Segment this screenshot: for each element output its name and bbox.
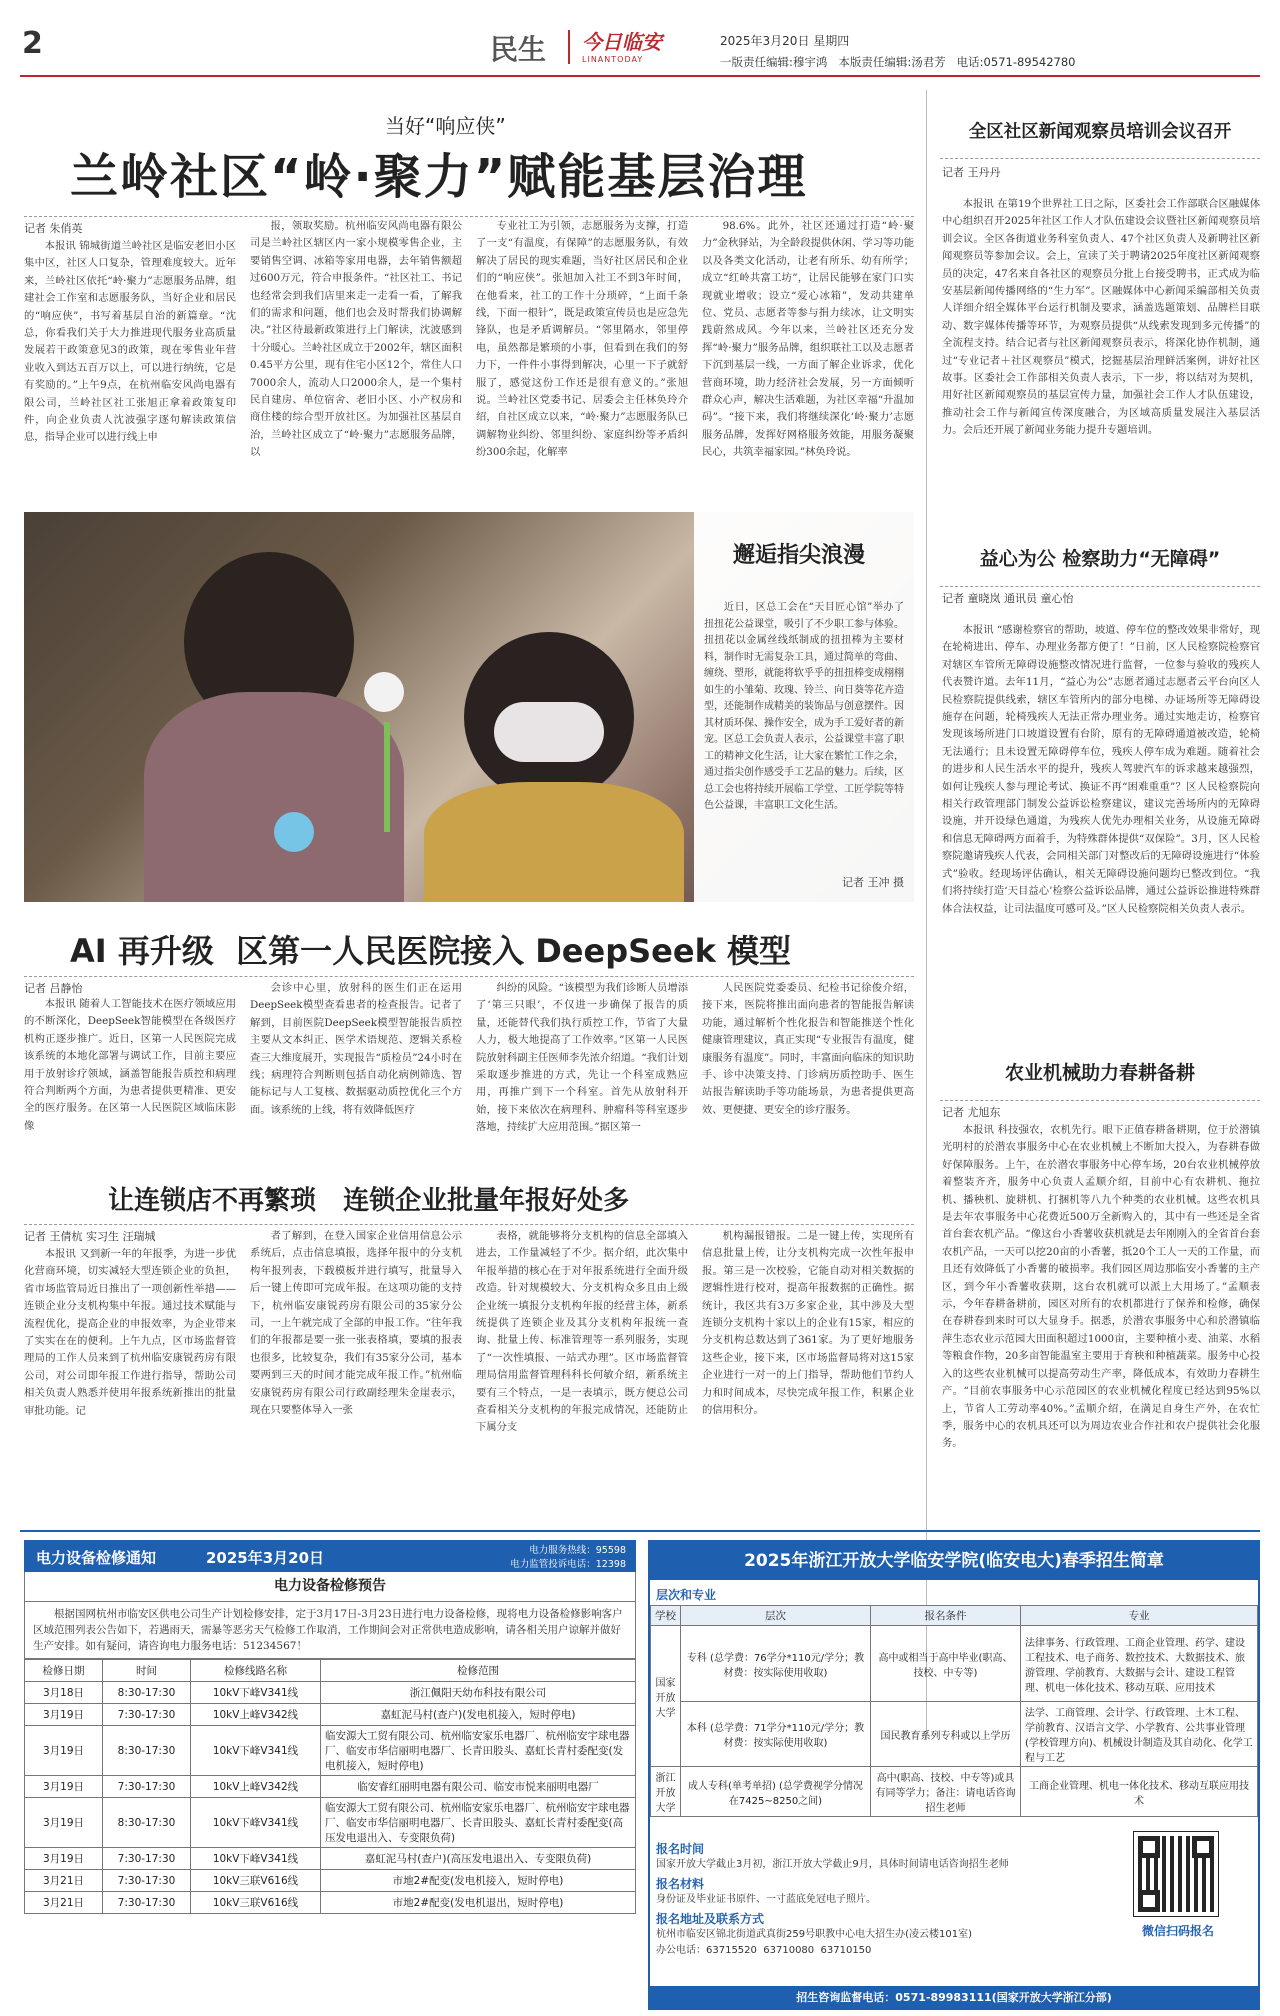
col-level: 层次 — [681, 1606, 871, 1626]
major-cell: 法学、工商管理、会计学、行政管理、土木工程、学前教育、汉语言文学、小学教育、公共事业管理(学校管理方向)、机械设计制造及其自动化、化学工程与工艺 — [1021, 1702, 1258, 1767]
col-school: 学校 — [651, 1606, 681, 1626]
byline: 记者 尤旭东 — [942, 1106, 1001, 1119]
headline-observer: 全区社区新闻观察员培训会议召开 — [968, 122, 1232, 142]
table-row — [25, 1870, 636, 1892]
enrollment-header — [650, 1542, 1258, 1580]
cell: 7:30-17:30 — [103, 1848, 191, 1870]
article-column — [250, 980, 462, 1166]
cell: 10kV上峰V342线 — [191, 1704, 321, 1726]
footer-text: 招生咨询监督电话：0571-89983111(国家开放大学浙江分部) — [796, 1991, 1112, 2004]
article-column — [24, 1246, 236, 1516]
table-row — [25, 1682, 636, 1704]
kicker: 当好“响应侠” — [385, 114, 506, 138]
photo-shape — [364, 672, 404, 712]
cell: 10kV下峰V341线 — [191, 1798, 321, 1848]
condition-cell: 高中(职高、技校、中专等)或具有同等学力；备注：请电话咨询招生老师 — [871, 1767, 1021, 1817]
divider — [24, 216, 914, 217]
notice-intro: 根据国网杭州市临安区供电公司生产计划检修安排，定于3月17日-3月23日进行电力设备检修，现将电力设备检修影响客户区域范围列表公告如下，若遇雨天，需暴等恶劣天气检修工作取消，工作期间会对正常供电造成影响，请各相关用户谅解并做好生产安排。如有疑问，请咨询电力服务电话：51234567！ — [24, 1602, 636, 1659]
level-cell: 专科 (总学费：76学分*110元/学分；教材费：按实际使用收取) — [681, 1626, 871, 1702]
paragraph: 本报讯 科技强农，农机先行。眼下正值春耕备耕期，位于於潜镇光明村的於潜农事服务中心在农业机械上不断加大投入，为春耕春做好保障服务。上午，在於潜农事服务中心停车场，20台农业机械停放着整装齐齐，服务中心负责人孟顺介绍，目前中心有农耕机、拖拉机、播秧机、旋耕机、打捆机等八九个种类的农业机械。这些农机具是去年农事服务中心花费近500万全新购入的，其中有一些还是全省首台套农机产品。“像这台小香薯收获机就是去年刚刚入的全省首台套农机产品，一天可以挖20亩的小香薯，抵20个工人一天的工作量，而且还有效降低了小香薯的破损率。我们园区周边那临安小香薯的主产区，到今年小香薯收获期，这台农机就可以派上大用场了。”孟顺表示，今年春耕备耕前，园区对所有的农机都进行了保养和检修，确保在春耕春到来时可以大显身手。据悉，於潜农事服务中心和於潜镇临萍生态农业示范园大田面积超过1000亩，主要种植小麦、油菜、水稻等粮食作物，20多亩智能温室主要用于育秧和种植蔬菜。服务中心投入的这些农业机械可以提高劳动生产率，降低成本，有效助力春耕生产。“目前农事服务中心示范园区的农业机械化程度已经达到95%以上，节省人工劳动率40%。”孟顺介绍，在满足自身生产外，在农忙季，服务中心的农机具还可以为周边农业合作社和农户提供社会化服务。 — [942, 1124, 1260, 1450]
cell: 浙江佩阳天幼布科技有限公司 — [321, 1682, 636, 1704]
headline-chain: 让连锁店不再繁琐 连锁企业批量年报好处多 — [108, 1186, 630, 1216]
power-notice — [24, 1540, 636, 2010]
headline-procuratorate: 益心为公 检察助力“无障碍” — [979, 548, 1221, 570]
cell: 10kV三联V616线 — [191, 1870, 321, 1892]
condition-cell: 高中或相当于高中毕业(职高、技校、中专等) — [871, 1626, 1021, 1702]
material-text: 身份证及毕业证书原件、一寸蓝底免冠电子照片。 — [656, 1894, 876, 1905]
col-line: 检修线路名称 — [191, 1660, 321, 1682]
level-cell: 本科 (总学费：71学分*110元/学分；教材费：按实际使用收取) — [681, 1702, 871, 1767]
article-column — [476, 218, 688, 503]
feature-body — [704, 600, 904, 870]
table-title: 电力设备检修预告 — [24, 1572, 636, 1602]
cell: 嘉虹泥马村(查户)(高压发电退出入、专变限负荷) — [321, 1848, 636, 1870]
divider — [926, 90, 927, 1740]
masthead — [0, 0, 1280, 80]
article-column — [942, 1122, 1260, 1584]
hotline: 电力服务热线：95598 — [529, 1545, 626, 1556]
divider — [24, 976, 914, 977]
article-column — [24, 996, 236, 1166]
table-row — [25, 1892, 636, 1914]
paragraph: 报，领取奖励。杭州临安风尚电器有限公司是兰岭社区辖区内一家小规模零售企业，主要销售空调、冰箱等家用电器，去年销售额超过600万元，符合申报条件。“社区社工、书记也经常会到我们店里来走一走看一看，了解我们的需求和问题，他们也会及时帮我们协调解决。”社区待最新政策进行上门解读，沈波感到十分暖心。兰岭社区成立于2002年，辖区面积0.45平方公里，现有住宅小区12个，常住人口7000余人，流动人口2000余人，是一个集村民自建房、单位宿舍、老旧小区、小产权房和商住楼的综合型开放社区。为加强社区基层自治，兰岭社区成立了“岭·聚力”志愿服务品牌，以 — [250, 220, 462, 459]
byline: 记者 朱俏英 — [24, 222, 83, 235]
enrollment-footer — [650, 1986, 1258, 2008]
article-column — [250, 1228, 462, 1516]
address-text: 杭州市临安区锦北街道武真街259号职教中心电大招生办(凌云楼101室) — [656, 1929, 972, 1940]
divider — [20, 1530, 1260, 1532]
article-column — [24, 238, 236, 503]
article-column — [702, 1228, 914, 1516]
enrollment-headline: 2025年浙江开放大学临安学院(临安电大)春季招生简章 — [744, 1551, 1164, 1571]
paragraph: 表格，就能够将分支机构的信息全部填入进去，工作量减轻了不少。据介绍，此次集中年报举措的核心在于对年报系统进行全面升级改造。针对规模较大、分支机构众多且由上级企业统一填报分支机构年报的经营主体，新系统提供了连锁企业及其分支机构年报统一查询、批量上传、标准管理等一系列服务，实现了“一次性填报、一站式办理”。区市场监督管理局信用监督管理科科长何敏介绍，新系统主要有三个特点，一是一表填示，既方便总公司查看相关分支机构的年报完成情况，还能防止下属分支 — [476, 1230, 688, 1434]
cell: 3月19日 — [25, 1704, 103, 1726]
cell: 10kV下峰V341线 — [191, 1848, 321, 1870]
photo-shape — [384, 722, 390, 832]
phones-text: 办公电话：63715520 63710080 63710150 — [656, 1945, 872, 1956]
article-column — [250, 218, 462, 503]
article-column — [942, 196, 1260, 496]
col-time: 时间 — [103, 1660, 191, 1682]
headline-lingju: 兰岭社区“岭·聚力”赋能基层治理 — [70, 149, 808, 205]
table-header — [651, 1606, 1258, 1626]
cell: 3月19日 — [25, 1848, 103, 1870]
table-row — [25, 1704, 636, 1726]
cell: 8:30-17:30 — [103, 1726, 191, 1776]
table-row — [25, 1776, 636, 1798]
divider — [940, 586, 1260, 587]
table-row — [651, 1767, 1258, 1817]
cell: 8:30-17:30 — [103, 1798, 191, 1848]
cell: 10kV三联V616线 — [191, 1892, 321, 1914]
enrollment-ad — [648, 1540, 1260, 2010]
paragraph: 98.6%。此外，社区还通过打造“岭·聚力”金秋驿站，为全龄段提供休闲、学习等功能以及各类文化活动，让老有所乐、幼有所学；成立“红岭共富工坊”，让居民能够在家门口实现就业增收；设立“爱心冰箱”，发动共建单位、党员、志愿者等参与捐力续冰，让文明实践蔚然成风。今年以来，兰岭社区还充分发挥“岭·聚力”服务品牌，组织联社工以及志愿者下沉到基层一线，一方面了解企业诉求，优化营商环境，助力经济社会发展，另一方面倾听群众心声，解决生活难题，为社区幸福“升温加码”。“接下来，我们将继续深化‘岭·聚力’志愿服务品牌，发挥好网格服务效能，用服务凝聚民心，共筑幸福家园。”林奂玲说。 — [702, 220, 914, 459]
cell: 8:30-17:30 — [103, 1682, 191, 1704]
cell: 市地2#配变(发电机接入，短时停电) — [321, 1870, 636, 1892]
notice-date: 2025年3月20日 — [206, 1549, 325, 1567]
photo-shape — [274, 812, 314, 852]
section-label: 民生 — [490, 33, 547, 66]
page-number: 2 — [22, 26, 43, 61]
condition-cell: 国民教育系列专科或以上学历 — [871, 1702, 1021, 1767]
byline: 记者 童晓岚 通讯员 童心怡 — [942, 592, 1074, 605]
logo — [582, 26, 682, 68]
cell: 嘉虹泥马村(查户)(发电机接入，短时停电) — [321, 1704, 636, 1726]
cell: 10kV下峰V341线 — [191, 1726, 321, 1776]
paragraph: 会诊中心里，放射科的医生们正在运用DeepSeek模型查看患者的检查报告。记者了解到，目前医院DeepSeek模型智能报告质控主要从文本纠正、医学术语规范、逻辑关系检查三大维度展开，实现报告“质检员”24小时在线；病理符合判断则包括自动化病例筛选、智能标记与人工复核、数据驱动质控优化三个方面。该系统的上线，将有效降低医疗 — [250, 982, 462, 1116]
outage-table — [24, 1659, 636, 1914]
paragraph: 本报讯 锦城街道兰岭社区是临安老旧小区集中区，社区人口复杂，管理难度较大。近年来，兰岭社区依托“岭·聚力”志愿服务品牌，组建社会工作室和志愿服务队，当好企业和居民的“响应侠”，书写着基层自治的新篇章。“沈总，你看我们关于大力推进现代服务业高质量发展若干政策意见3的政策，现在零售业年营业收入到达五百万以上，可以进行纳统，它是有奖励的。”上午9点，在杭州临安风尚电器有限公司，兰岭社区社工张旭正拿着政策复印件，向企业负责人沈波强字逐句解读政策信息，指导企业可以进行线上申 — [24, 240, 236, 444]
paragraph: 本报讯 又到新一年的年报季，为进一步优化营商环境，切实减轻大型连锁企业的负担，省市场监管局近日推出了一项创新性举措——连锁企业分支机构集中年报。通过技术赋能与流程优化，提高企业的申报效率，为企业带来了实实在在的便利。上午九点，区市场监督管理局的工作人员来到了杭州临安康锐药房有限公司，对公司即年报工作进行指导，帮助公司相关负责人熟悉并使用年报系统新推出的批量审批功能。记 — [24, 1248, 236, 1417]
cell: 3月21日 — [25, 1892, 103, 1914]
power-notice-bar — [24, 1540, 636, 1572]
programs-table — [650, 1605, 1258, 1817]
sec-address: 报名地址及联系方式 — [656, 1912, 765, 1926]
qr-code[interactable] — [1134, 1832, 1218, 1916]
sec-material: 报名材料 — [656, 1877, 705, 1891]
table-row — [651, 1626, 1258, 1702]
masthead-rule — [20, 75, 1260, 77]
article-column — [942, 622, 1260, 994]
article-column — [702, 980, 914, 1166]
feature-caption-box — [694, 512, 914, 902]
cell: 3月21日 — [25, 1870, 103, 1892]
qr-finder — [1138, 1890, 1160, 1912]
paragraph: 本报讯 “感谢检察官的帮助，坡道、停车位的整改效果非常好，现在轮椅进出、停车、办理业务都方便了！”日前，区人民检察院检察官对辖区车管所无障碍设施整改情况进行监督，一位参与验收的残疾人代表赞许道。去年11月，“益心为公”志愿者通过志愿者云平台向区人民检察院提供线索，辖区车管所内的部分电梯、办证场所等无障碍设施存在问题，轮椅残疾人无法正常办理业务。通过实地走访，检察官发现该场所进门口坡道设置有台阶，原有的无障碍通道被改造，轮椅无法通行；且未设置无障碍停车位，残疾人停车成为难题。随着社会的进步和人民生活水平的提升，残疾人驾驶汽车的诉求越来越强烈，如何让残疾人参与理论考试、换证不再“困难重重”？区人民检察院向相关行政管理部门制发公益诉讼检察建议，建议完善场所内的无障碍设施，并开设绿色通道，为残疾人优先办理相关业务，从设施无障碍和信息无障碍两方面着手，为特殊群体提供“双保险”。3月，区人民检察院邀请残疾人代表，会同相关部门对整改后的无障碍设施进行“体验式”验收。经现场评估确认，相关无障碍设施问题均已整改到位。“我们将持续打造‘天目益心’检察公益诉讼品牌，通过公益诉讼推进特殊群体合法权益，让司法温度可感可及。”区人民检察院相关负责人表示。 — [942, 624, 1260, 915]
paragraph: 专业社工为引领，志愿服务为支撑，打造了一支“有温度，有保障”的志愿服务队，有效解决了居民的现实难题，当好社区居民和企业们的“响应侠”。张旭加入社工不到3年时间，在他看来，社工的工作十分琐碎，“上面千条线，下面一根针”，既是政策宣传员也是应急先锋队，也是矛盾调解员。“邻里隔水，邻里停电，虽然都是繁琐的小事，但看到在我们的努力下，一件件小事得到解决，心里一下子就舒服了，感觉这份工作还是很有意义的。”张旭说。兰岭社区党委书记、居委会主任林奂玲介绍，自社区成立以来，“岭·聚力”志愿服务队已调解物业纠纷、邻里纠纷、家庭纠纷等矛盾纠纷300余起，化解率 — [476, 220, 688, 459]
table-row — [25, 1726, 636, 1776]
paragraph: 纠纷的风险。“该模型为我们诊断人员增添了‘第三只眼’，不仅进一步确保了报告的质量，还能替代我们执行质控工作，节省了大量人力，极大地提高了工作效率。”区第一人民医院放射科副主任医师李先浓介绍道。“我们计划采取逐步推进的方式，先让一个科室成熟应用，再推广到下一个科室。首先从放射科开始，接下来依次在病理科、肿瘤科等科室逐步落地，持续扩大应用范围。”据区第一 — [476, 982, 688, 1134]
cell: 临安源大工贸有限公司、杭州临安家乐电器厂、杭州临安宇球电器厂、临安市华信丽明电器厂、长青田股头、嘉虹长青村委配变(高压发电退出入、专变限负荷) — [321, 1798, 636, 1848]
divider — [940, 1100, 1260, 1101]
paragraph: 机构漏报错报。二是一键上传，实现所有信息批量上传，让分支机构完成一次性年报申报。第三是一次校验，它能自动对相关数据的逻辑性进行校对，提高年报数据的正确性。据统计，我区共有3万多家企业，其中涉及大型连锁分支机构十家以上的企业有15家，相应的分支机构总数达到了361家。为了更好地服务这些企业，接下来，区市场监督局将对这15家企业进行一对一的上门指导，帮助他们节约人力和时间成本，尽快完成年报工作，积累企业的信用积分。 — [702, 1230, 914, 1417]
article-column — [476, 980, 688, 1166]
photo-shape — [494, 702, 604, 762]
byline: 记者 王丹丹 — [942, 166, 1001, 179]
cell: 3月19日 — [25, 1776, 103, 1798]
issue-date: 2025年3月20日 星期四 — [720, 34, 850, 48]
editors-line: 一版责任编辑:穆宇鸿 本版责任编辑:汤君芳 电话:0571-89542780 — [720, 55, 1076, 69]
school-cell: 国家开放大学 — [651, 1626, 681, 1767]
sec-time: 报名时间 — [656, 1842, 705, 1856]
headline-feature: 邂逅指尖浪漫 — [732, 543, 865, 568]
qr-caption: 微信扫码报名 — [1141, 1924, 1214, 1938]
masthead-divider — [568, 30, 570, 64]
paragraph: 近日，区总工会在“天目匠心馆”举办了扭扭花公益课堂，吸引了不少职工参与体验。扭扭花以金属丝线纸制成的扭扭棒为主要材料，制作时无需复杂工具，通过简单的弯曲、缠绕、塑形，就能将软乎乎的扭扭棒变成栩栩如生的小雏菊、玫瑰、铃兰、向日葵等花卉造型，还能制作成精美的装饰品与创意摆件。因其材质环保、操作安全，成为手工爱好者的新宠。区总工会负责人表示，公益课堂丰富了职工的精神文化生活，让大家在繁忙工作之余，通过指尖创作感受手工艺品的魅力。后续，区总工会也将持续开展临工学堂、工匠学院等特色公益课，丰富职工文化生活。 — [704, 602, 904, 811]
col-condition: 报名条件 — [871, 1606, 1021, 1626]
headline-ai: AI 再升级 区第一人民医院接入 DeepSeek 模型 — [70, 932, 791, 970]
table-row — [25, 1848, 636, 1870]
notice-title: 电力设备检修通知 — [36, 1549, 157, 1567]
table-row — [25, 1798, 636, 1848]
cell: 临安睿红丽明电器有限公司、临安市悦来丽明电器厂 — [321, 1776, 636, 1798]
major-cell: 法律事务、行政管理、工商企业管理、药学、建设工程技术、电子商务、数控技术、大数据技术、旅游管理、学前教育、大数据与会计、建设工程管理、机电一体化技术、移动互联、应用技术 — [1021, 1626, 1258, 1702]
photo-shape — [424, 782, 684, 902]
cell: 7:30-17:30 — [103, 1892, 191, 1914]
time-text: 国家开放大学截止3月初，浙江开放大学截止9月，具体时间请电话咨询招生老师 — [656, 1859, 1009, 1870]
photo-shape — [144, 692, 404, 902]
article-column — [702, 218, 914, 503]
cell: 7:30-17:30 — [103, 1704, 191, 1726]
paragraph: 人民医院党委委员、纪检书记徐俊介绍，接下来，医院将推出面向患者的智能报告解读功能，通过解析个性化报告和智能推送个性化健康管理建议，真正实现“专业报告有温度，健康服务有温度”。同时，丰富面向临床的知识助手、诊中决策支持、门诊病历质控助手、医生站报告解读助手等功能场景，为患者提供更高效、更便捷、更安全的诊疗服务。 — [702, 982, 914, 1116]
headline-agri: 农业机械助力春耕备耕 — [1004, 1062, 1195, 1084]
cell: 3月19日 — [25, 1798, 103, 1848]
divider — [24, 1224, 914, 1225]
divider — [940, 158, 1260, 159]
byline: 记者 吕静怡 — [24, 982, 83, 995]
qr-finder — [1138, 1836, 1160, 1858]
article-column — [476, 1228, 688, 1516]
paragraph: 本报讯 随着人工智能技术在医疗领域应用的不断深化，DeepSeek智能模型在各级医疗机构正逐步推广。近日，区第一人民医院完成该系统的本地化部署与调试工作，目前主要应用于放射诊疗领域，涵盖智能报告质控和病理符合判断两个方面，为患者提供更精准、更安全的医疗服务。在区第一人民医院区域临床影像 — [24, 998, 236, 1132]
logo-en: LINANTODAY — [582, 55, 644, 64]
table-header — [25, 1660, 636, 1682]
complaint-hotline: 电力监管投诉电话：12398 — [510, 1559, 626, 1570]
cell: 7:30-17:30 — [103, 1870, 191, 1892]
photo-credit: 记者 王冲 摄 — [842, 876, 904, 889]
cell: 10kV下峰V341线 — [191, 1682, 321, 1704]
paragraph: 本报讯 在第19个世界社工日之际，区委社会工作部联合区融媒体中心组织召开2025年社区工作人才队伍建设会议暨社区新闻观察员培训会议。全区各街道业务科室负责人、47个社区负责人及新聘社区新闻观察员等参加会议。会上，宣读了关于聘请2025年度社区新闻观察员的决定，47名来自各社区的观察员分批上台接受聘书，正式成为临安基层新闻传播网络的“生力军”。区融媒体中心新闻采编部相关负责人详细介绍全媒体平台运行机制及要求，涵盖选题策划、品牌栏目联动、数字媒体传播等环节，为观察员提供“从线索发现到多元传播”的全流程支持。结合记者与社区新闻观察员表示，将深化协作机制，通过“专业记者＋社区观察员”模式，挖掘基层治理鲜活案例，讲好社区故事。区委社会工作部相关负责人表示，下一步，将以结对为契机，用好社区新闻观察员的基层宣传力量，加强社会工作人才队伍建设，推动社会工作与新闻宣传深度融合，为区域高质量发展注入基层活力。会后还开展了新闻业务能力提升专题培训。 — [942, 198, 1260, 437]
cell: 市地2#配变(发电机退出，短时停电) — [321, 1892, 636, 1914]
school-cell: 浙江开放大学 — [651, 1767, 681, 1817]
enrollment-info — [656, 1840, 1096, 1959]
logo-cn: 今日临安 — [582, 30, 662, 54]
sec-levels: 层次和专业 — [656, 1588, 717, 1602]
cell: 7:30-17:30 — [103, 1776, 191, 1798]
col-date: 检修日期 — [25, 1660, 103, 1682]
major-cell: 工商企业管理、机电一体化技术、移动互联应用技术 — [1021, 1767, 1258, 1817]
level-cell: 成人专科(单考单招) (总学费视学分情况在7425~8250之间) — [681, 1767, 871, 1817]
cell: 10kV上峰V342线 — [191, 1776, 321, 1798]
cell: 临安源大工贸有限公司、杭州临安家乐电器厂、杭州临安宇球电器厂、临安市华信丽明电器厂、长青田股头、嘉虹长青村委配变(发电机接入，短时停电) — [321, 1726, 636, 1776]
paragraph: 者了解到，在登入国家企业信用信息公示系统后，点击信息填报，选择年报中的分支机构年报列表，下载模板并进行填写，批量导入后一键上传即可完成年报。在这项功能的支持下，杭州临安康锐药房有限公司的35家分公司，一上午就完成了全部的申报工作。“往年我们的年报都是要一张一张表格填，要填的报表也很多，比较复杂，我们有35家分公司，基本要两到三天的时间才能完成年报工作。”杭州临安康锐药房有限公司行政副经理朱金崖表示，现在只要整体导入一张 — [250, 1230, 462, 1417]
col-range: 检修范围 — [321, 1660, 636, 1682]
col-major: 专业 — [1021, 1606, 1258, 1626]
cell: 3月18日 — [25, 1682, 103, 1704]
byline: 记者 王倩杭 实习生 汪瑞城 — [24, 1230, 156, 1243]
table-row — [651, 1702, 1258, 1767]
cell: 3月19日 — [25, 1726, 103, 1776]
qr-finder — [1192, 1836, 1214, 1858]
